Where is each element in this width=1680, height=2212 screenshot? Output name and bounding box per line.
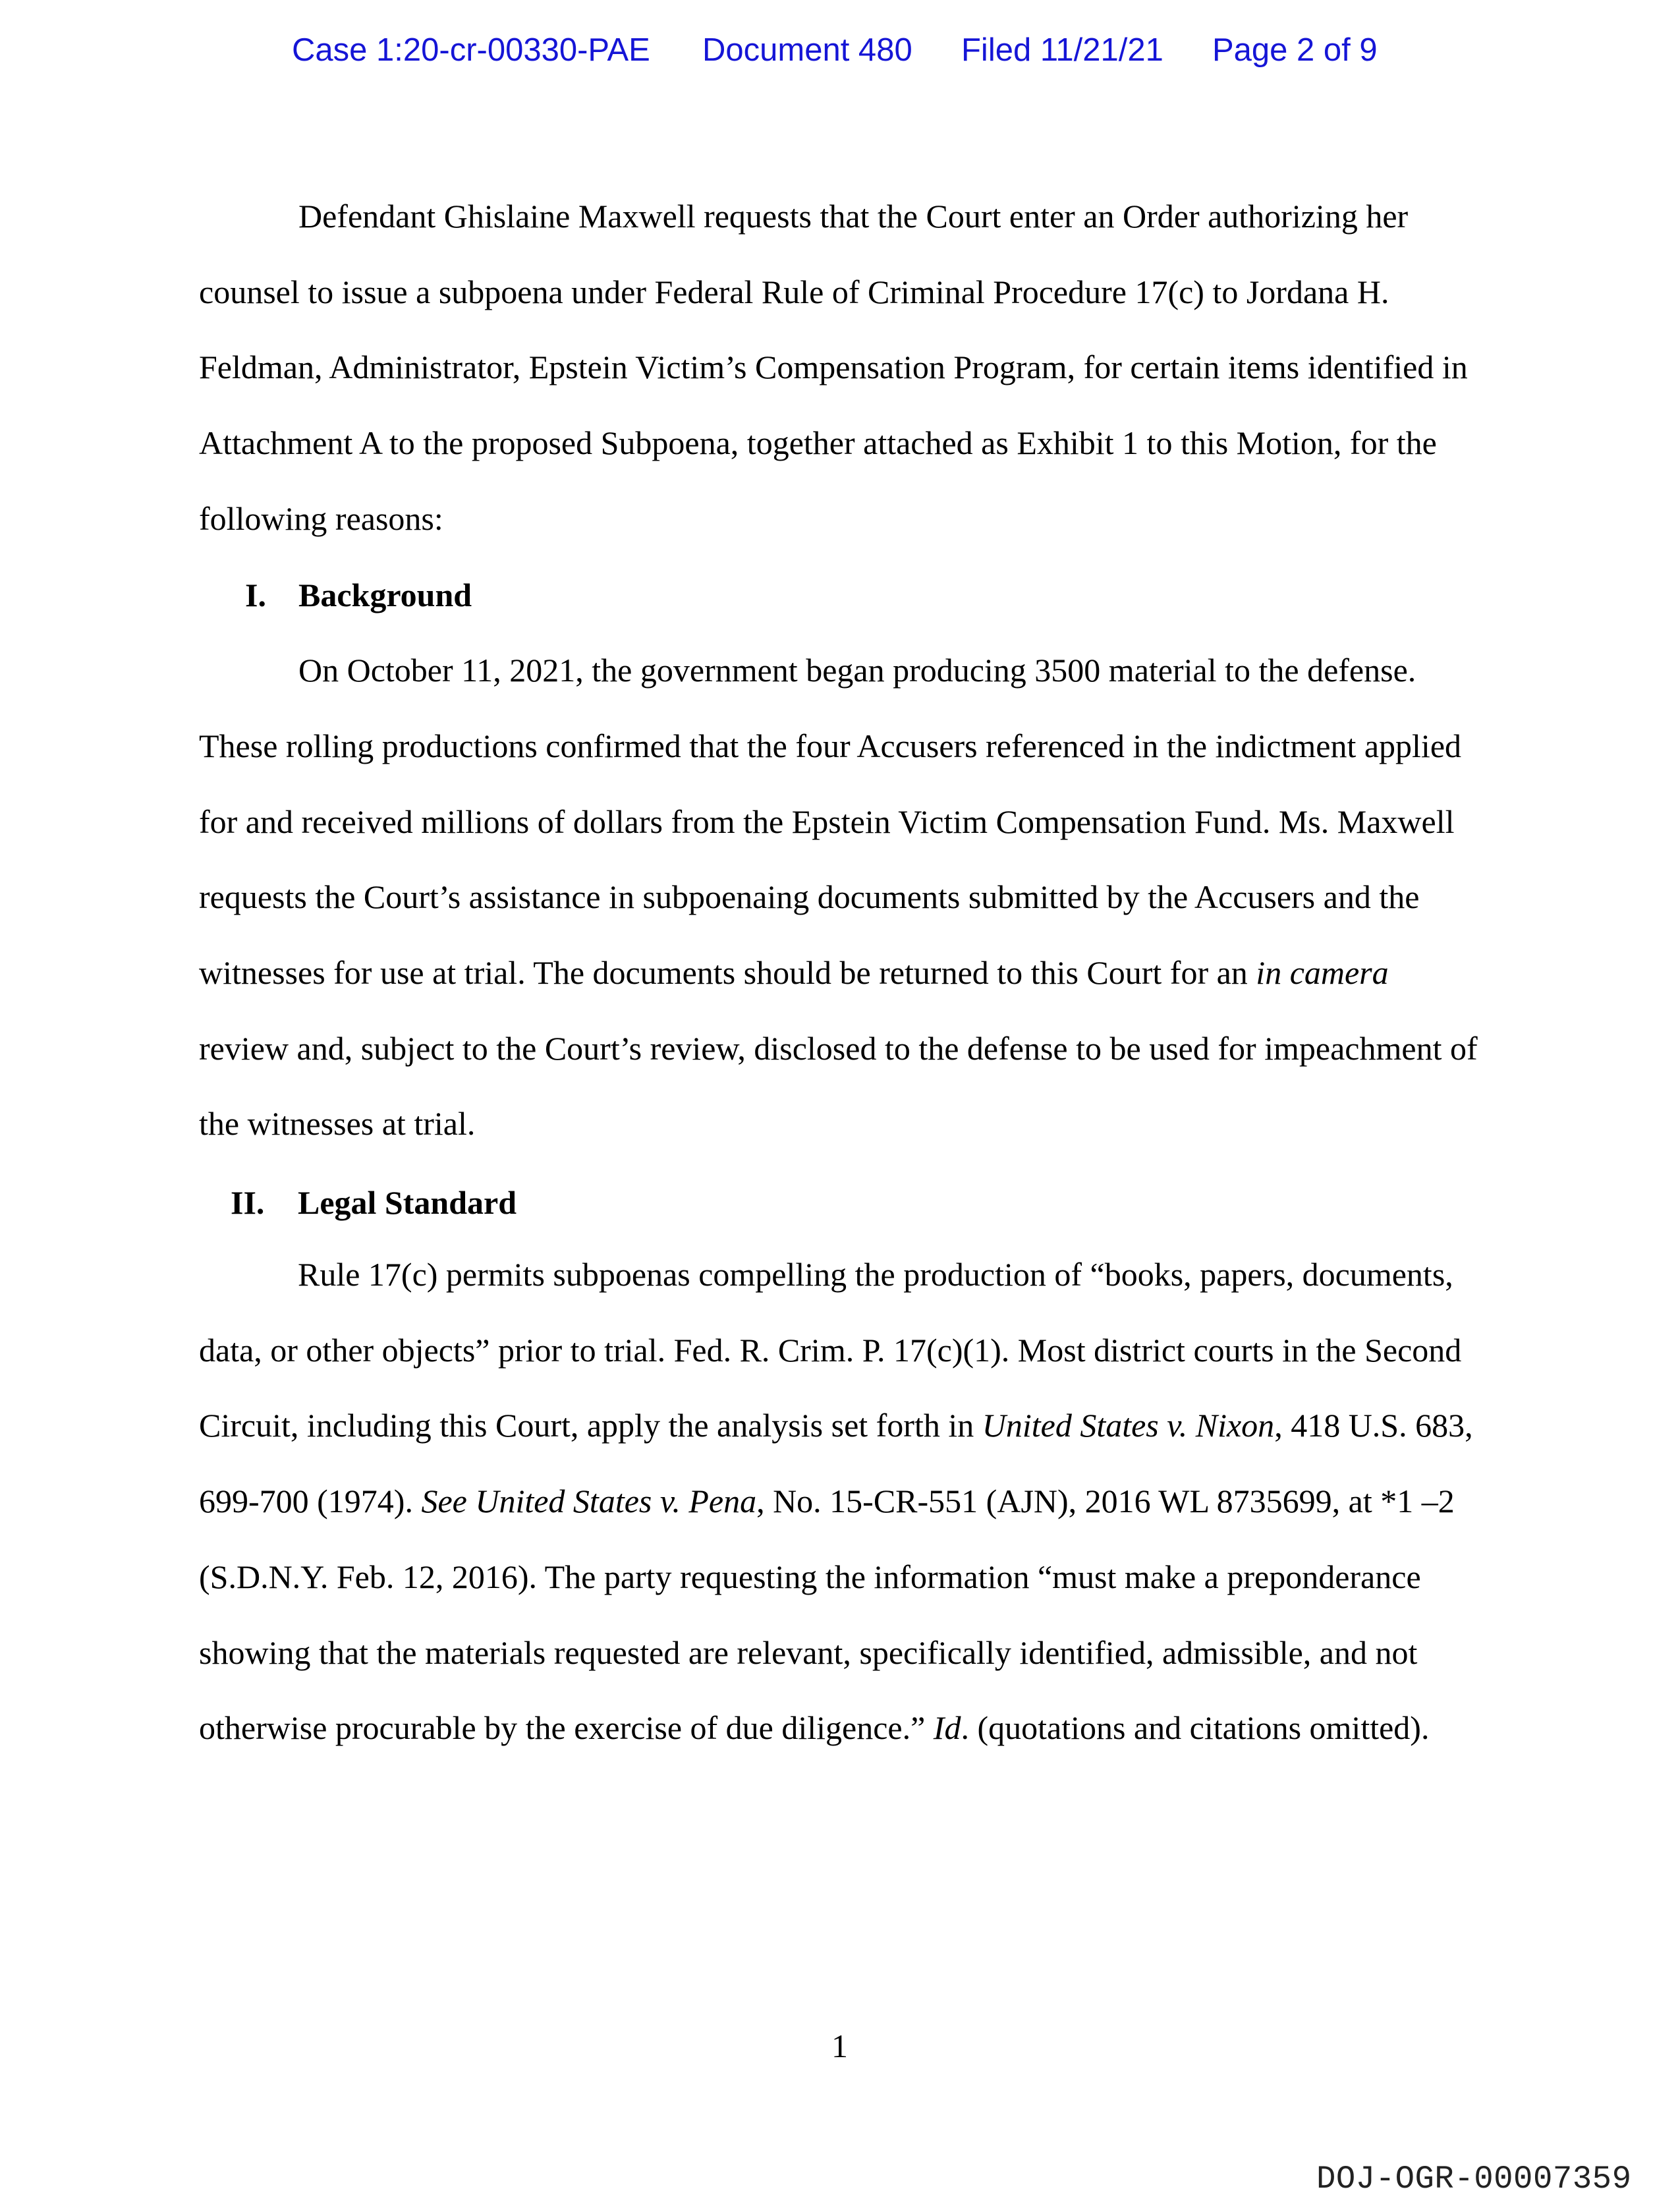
- section-1-number: I.: [245, 577, 266, 613]
- italic-term: in camera: [1256, 954, 1389, 991]
- section-1-heading: Background: [298, 577, 472, 613]
- text-run: , 418 U.S. 683,: [1274, 1407, 1473, 1444]
- id-citation: Id: [933, 1709, 961, 1746]
- intro-line: [199, 351, 1468, 383]
- case-citation: See United States v. Pena: [421, 1483, 757, 1519]
- section-2-line: [199, 1636, 1417, 1669]
- text-run: following reasons:: [199, 500, 443, 537]
- text-run: , No. 15-CR-551 (AJN), 2016 WL 8735699, at *1 –2: [756, 1483, 1455, 1519]
- section-2-heading: Legal Standard: [298, 1184, 517, 1221]
- section-2-line: [199, 1409, 1473, 1442]
- section-1-line: [199, 729, 1461, 762]
- text-run: Defendant Ghislaine Maxwell requests that the Court enter an Order authorizing her: [298, 198, 1409, 235]
- intro-line: [199, 275, 1389, 308]
- text-run: for and received millions of dollars from the Epstein Victim Compensation Fund. Ms. Maxwell: [199, 803, 1455, 840]
- text-run: . (quotations and citations omitted).: [961, 1709, 1430, 1746]
- text-run: counsel to issue a subpoena under Federal Rule of Criminal Procedure 17(c) to Jordana H.: [199, 273, 1389, 310]
- section-1-line: [199, 805, 1455, 838]
- text-run: (S.D.N.Y. Feb. 12, 2016). The party requesting the information “must make a preponderance: [199, 1558, 1421, 1595]
- section-1-line: [199, 956, 1389, 989]
- intro-line: [199, 426, 1437, 459]
- text-run: These rolling productions confirmed that the four Accusers referenced in the indictment applied: [199, 727, 1462, 764]
- section-2-line: [199, 1560, 1421, 1593]
- text-run: On October 11, 2021, the government began producing 3500 material to the defense.: [298, 652, 1416, 689]
- section-2-line: [298, 1258, 1453, 1291]
- text-run: showing that the materials requested are relevant, specifically identified, admissible, and not: [199, 1634, 1418, 1671]
- text-run: the witnesses at trial.: [199, 1105, 476, 1142]
- section-1-line: [199, 880, 1419, 913]
- text-run: Attachment A to the proposed Subpoena, together attached as Exhibit 1 to this Motion, for the: [199, 424, 1437, 461]
- section-2-number: II.: [231, 1184, 265, 1221]
- text-run: 699-700 (1974).: [199, 1483, 422, 1519]
- text-run: data, or other objects” prior to trial. Fed. R. Crim. P. 17(c)(1). Most district courts in the Second: [199, 1332, 1462, 1369]
- text-run: Rule 17(c) permits subpoenas compelling the production of “books, papers, documents,: [298, 1256, 1453, 1293]
- section-1-line: [199, 1032, 1478, 1065]
- text-run: witnesses for use at trial. The documents should be returned to this Court for an: [199, 954, 1256, 991]
- section-2-line: [199, 1334, 1461, 1367]
- section-1-line: [199, 1107, 475, 1140]
- filed-date: Filed 11/21/21: [961, 32, 1163, 68]
- section-1-line: [298, 654, 1416, 687]
- text-run: Circuit, including this Court, apply the analysis set forth in: [199, 1407, 982, 1444]
- page-count: Page 2 of 9: [1212, 32, 1378, 68]
- page-number: 1: [831, 2028, 848, 2064]
- case-number: Case 1:20-cr-00330-PAE: [292, 32, 650, 68]
- text-run: otherwise procurable by the exercise of due diligence.”: [199, 1709, 934, 1746]
- intro-line: [199, 502, 443, 535]
- text-run: requests the Court’s assistance in subpoenaing documents submitted by the Accusers and the: [199, 878, 1420, 915]
- bates-stamp: DOJ-OGR-00007359: [1316, 2161, 1632, 2198]
- text-run: Feldman, Administrator, Epstein Victim’s Compensation Program, for certain items identified in: [199, 349, 1468, 385]
- text-run: review and, subject to the Court’s review, disclosed to the defense to be used for impeachment of: [199, 1030, 1478, 1067]
- intro-line: [298, 200, 1408, 233]
- section-2-line: [199, 1711, 1429, 1744]
- section-2-line: [199, 1485, 1455, 1517]
- document-number: Document 480: [702, 32, 912, 68]
- case-citation: United States v. Nixon: [982, 1407, 1275, 1444]
